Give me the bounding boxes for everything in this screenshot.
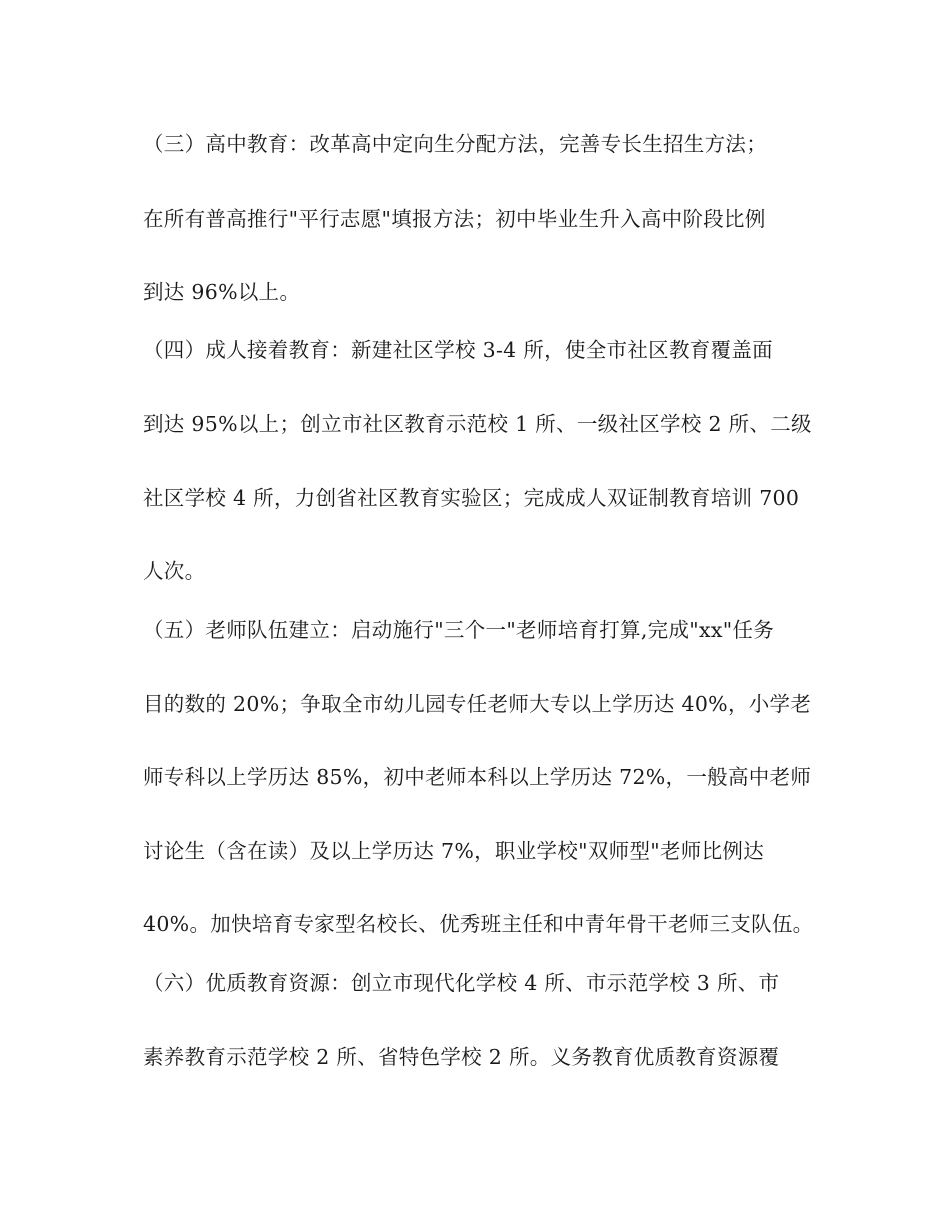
paragraph-line: （三）高中教育：改革高中定向生分配方法，完善专长生招生方法； [143, 132, 767, 156]
paragraph-line: 到达 95%以上；创立市社区教育示范校 1 所、一级社区学校 2 所、二级 [143, 412, 812, 436]
paragraph-line: （五）老师队伍建立：启动施行"三个一"老师培育打算,完成"xx"任务 [143, 618, 775, 642]
paragraph-line: 在所有普高推行"平行志愿"填报方法；初中毕业生升入高中阶段比例 [143, 207, 766, 231]
paragraph-line: 社区学校 4 所，力创省社区教育实验区；完成成人双证制教育培训 700 [143, 486, 800, 510]
paragraph-line: 40%。加快培育专家型名校长、优秀班主任和中青年骨干老师三支队伍。 [143, 912, 814, 936]
paragraph-line: 目的数的 20%；争取全市幼儿园专任老师大专以上学历达 40%，小学老 [143, 692, 812, 716]
paragraph-line: （四）成人接着教育：新建社区学校 3-4 所，使全市社区教育覆盖面 [143, 338, 773, 362]
paragraph-line: 素养教育示范学校 2 所、省特色学校 2 所。义务教育优质教育资源覆 [143, 1045, 780, 1069]
paragraph-line: 人次。 [143, 559, 206, 583]
paragraph-line: （六）优质教育资源：创立市现代化学校 4 所、市示范学校 3 所、市 [143, 971, 780, 995]
paragraph-line: 讨论生（含在读）及以上学历达 7%，职业学校"双师型"老师比例达 [143, 839, 764, 863]
paragraph-line: 到达 96%以上。 [143, 280, 301, 304]
paragraph-line: 师专科以上学历达 85%，初中老师本科以上学历达 72%，一般高中老师 [143, 765, 812, 789]
